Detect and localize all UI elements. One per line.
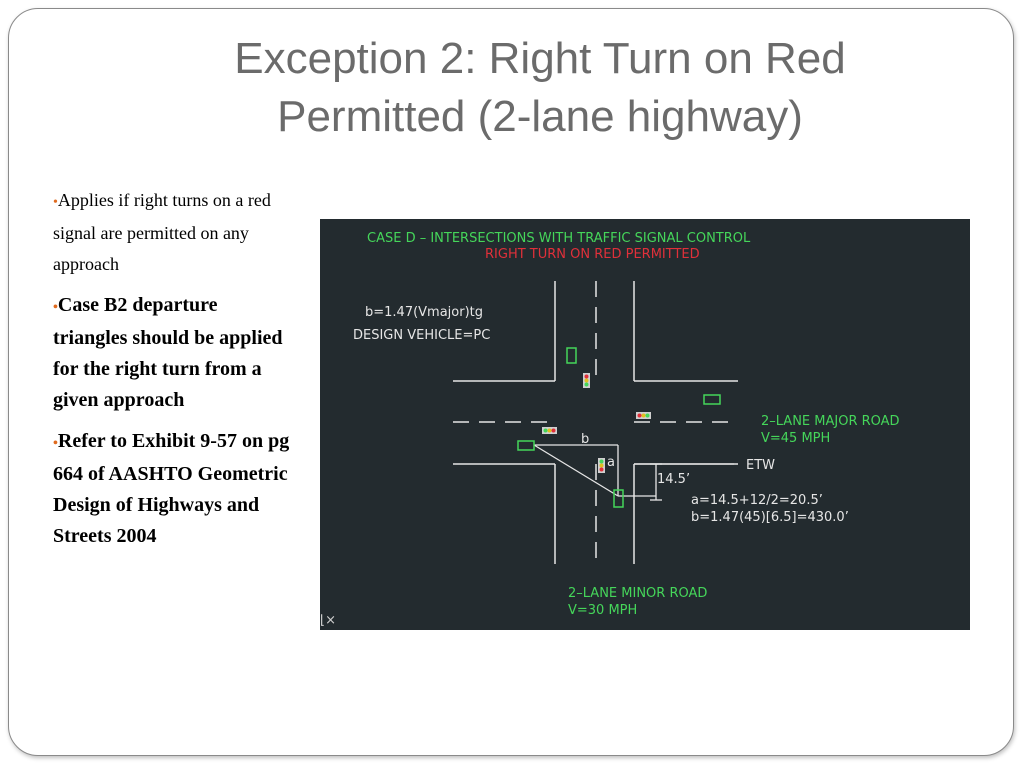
intersection-diagram-svg [320,219,970,630]
minor-road-speed: V=30 MPH [568,603,638,618]
bullet-list [53,185,293,562]
slide-title [160,30,920,146]
bullet-item-1 [53,185,293,280]
title-line-2: Permitted (2-lane highway) [277,92,803,141]
vehicle-major-eastbound-icon [518,441,534,450]
etw-label: ETW [746,458,776,473]
label-a: a [607,455,615,470]
design-vehicle-label: DESIGN VEHICLE=PC [353,328,491,343]
signal-north-icon [583,373,590,388]
vehicle-major-westbound-icon [704,395,720,404]
bullet-item-3 [53,426,293,552]
signal-south-icon [598,458,605,473]
signal-east-icon [636,412,651,419]
major-road-label: 2–LANE MAJOR ROAD [761,414,900,429]
diagram-header: CASE D – INTERSECTIONS WITH TRAFFIC SIGNAL CONTROL [367,231,751,246]
bullet-dot-icon: • [53,195,58,210]
bullet-text-1: Applies if right turns on a red signal are permitted on any approach [53,190,271,274]
bullet-text-2: Case B2 departure triangles should be applied for the right turn from a given approach [53,294,283,411]
minor-road-label: 2–LANE MINOR ROAD [568,586,708,601]
bullet-item-2 [53,290,293,416]
label-b: b [581,432,590,447]
diagram-subheader: RIGHT TURN ON RED PERMITTED [485,247,700,262]
bullet-text-3: Refer to Exhibit 9-57 on pg 664 of AASHTO Geometric Design of Highways and Streets 2004 [53,430,290,547]
traffic-signals [542,373,651,473]
vehicle-minor-northbound-icon [567,348,576,363]
dimension-label: 14.5’ [657,472,691,487]
ucs-corner-icon: ⌊× [320,613,336,628]
calc-a-label: a=14.5+12/2=20.5’ [691,493,823,508]
sight-line [534,445,618,496]
bullet-dot-icon: • [53,300,58,315]
formula-b-label: b=1.47(Vmajor)tg [365,305,484,320]
calc-b-label: b=1.47(45)[6.5]=430.0’ [691,510,849,525]
intersection-diagram [320,219,970,630]
major-road-speed: V=45 MPH [761,431,831,446]
title-line-1: Exception 2: Right Turn on Red [234,34,846,83]
signal-west-icon [542,427,557,434]
bullet-dot-icon: • [53,436,58,451]
